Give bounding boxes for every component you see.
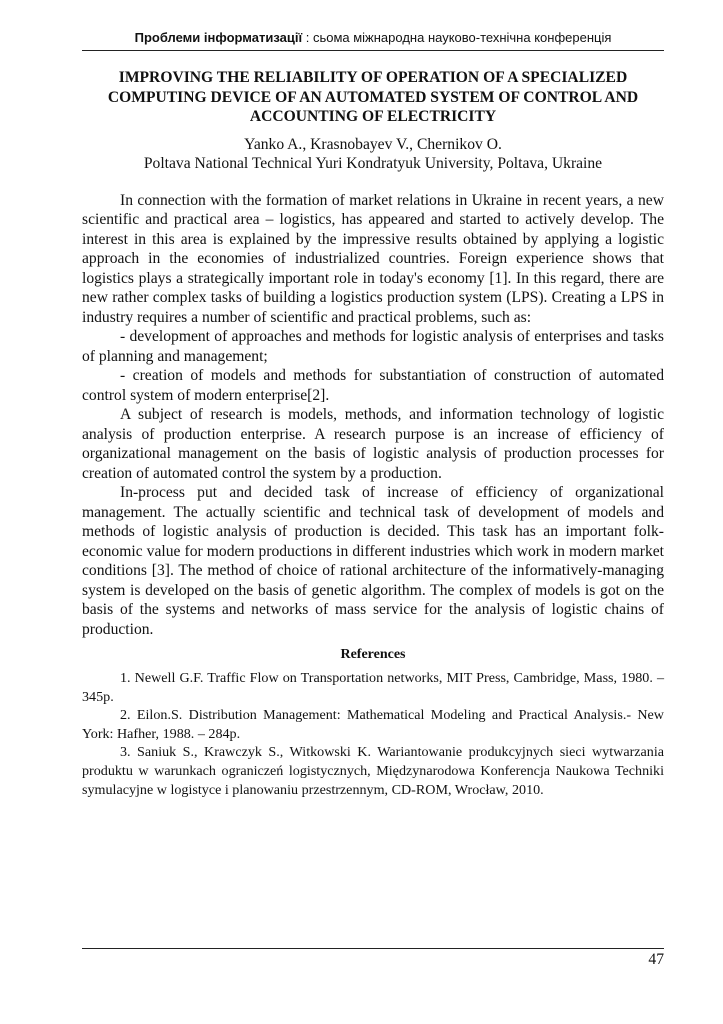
- page-number: 47: [648, 951, 664, 968]
- reference-item: 1. Newell G.F. Traffic Flow on Transportation networks, MIT Press, Cambridge, Mass, 1980. – 345p.: [82, 670, 664, 705]
- body-paragraph: A subject of research is models, methods, and information technology of logistic analysis of production enterprise. A research purpose is an increase of efficiency of organizational management on the basis of logistic analysis of production processes for creation of automated control the system by a production.: [82, 406, 664, 482]
- references-list: [82, 669, 664, 799]
- body-paragraph: In connection with the formation of market relations in Ukraine in recent years, a new scientific and practical area – logistics, has appeared and started to actively develop. The interest in this area is explained by the impressive results obtained by applying a logistic approach in the economies of industrialized countries. Foreign experience shows that logistics plays a strategically important role in today's economy [1]. In this regard, there are new rather complex tasks of building a logistics production system (LPS). Creating a LPS in industry requires a number of scientific and practical problems, such as:: [82, 191, 664, 326]
- reference-item: 2. Eilon.S. Distribution Management: Mathematical Modeling and Practical Analysis.- New York: Hafher, 1988. – 284p.: [82, 707, 664, 742]
- authors: Yanko A., Krasnobayev V., Chernikov O.: [244, 135, 502, 153]
- header-rule: [82, 50, 664, 51]
- running-header-bold: Проблеми інформатизації: [134, 30, 303, 45]
- body-paragraph: - development of approaches and methods for logistic analysis of enterprises and tasks of planning and management;: [82, 328, 664, 365]
- footer-rule: [82, 948, 664, 949]
- reference-item: 3. Saniuk S., Krawczyk S., Witkowski K. Wariantowanie produkcyjnych sieci wytwarzania produktu w warunkach ograniczeń logistycznych, Międzynarodowa Konferencja Naukowa Techniki symulacyjne w logistyce i planowaniu przestrzennym, CD-ROM, Wrocław, 2010.: [82, 744, 664, 798]
- references-heading: References: [340, 647, 406, 662]
- body-paragraph: In-process put and decided task of increase of efficiency of organizational management. The actually scientific and technical task of development of models and methods of logistic analysis of production is decided. This task has an important folk-economic value for modern productions in different industries which work in modern market conditions [3]. The method of choice of rational architecture of the informatively-managing system is developed on the basis of genetic algorithm. The complex of models is got on the basis of the systems and networks of mass service for the analysis of logistic chains of production.: [82, 484, 664, 638]
- article-body: [82, 191, 664, 640]
- running-header: [82, 30, 664, 46]
- body-paragraph: - creation of models and methods for substantiation of construction of automated control system of modern enterprise[2].: [82, 367, 664, 404]
- article-title: IMPROVING THE RELIABILITY OF OPERATION OF A SPECIALIZED COMPUTING DEVICE OF AN AUTOMATED SYSTEM OF CONTROL AND ACCOUNTING OF ELECTRICITY: [107, 69, 639, 125]
- running-header-rest: : сьома міжнародна науково-технічна конференція: [302, 30, 612, 45]
- article-content: [82, 68, 664, 799]
- affiliation: Poltava National Technical Yuri Kondratyuk University, Poltava, Ukraine: [143, 155, 603, 172]
